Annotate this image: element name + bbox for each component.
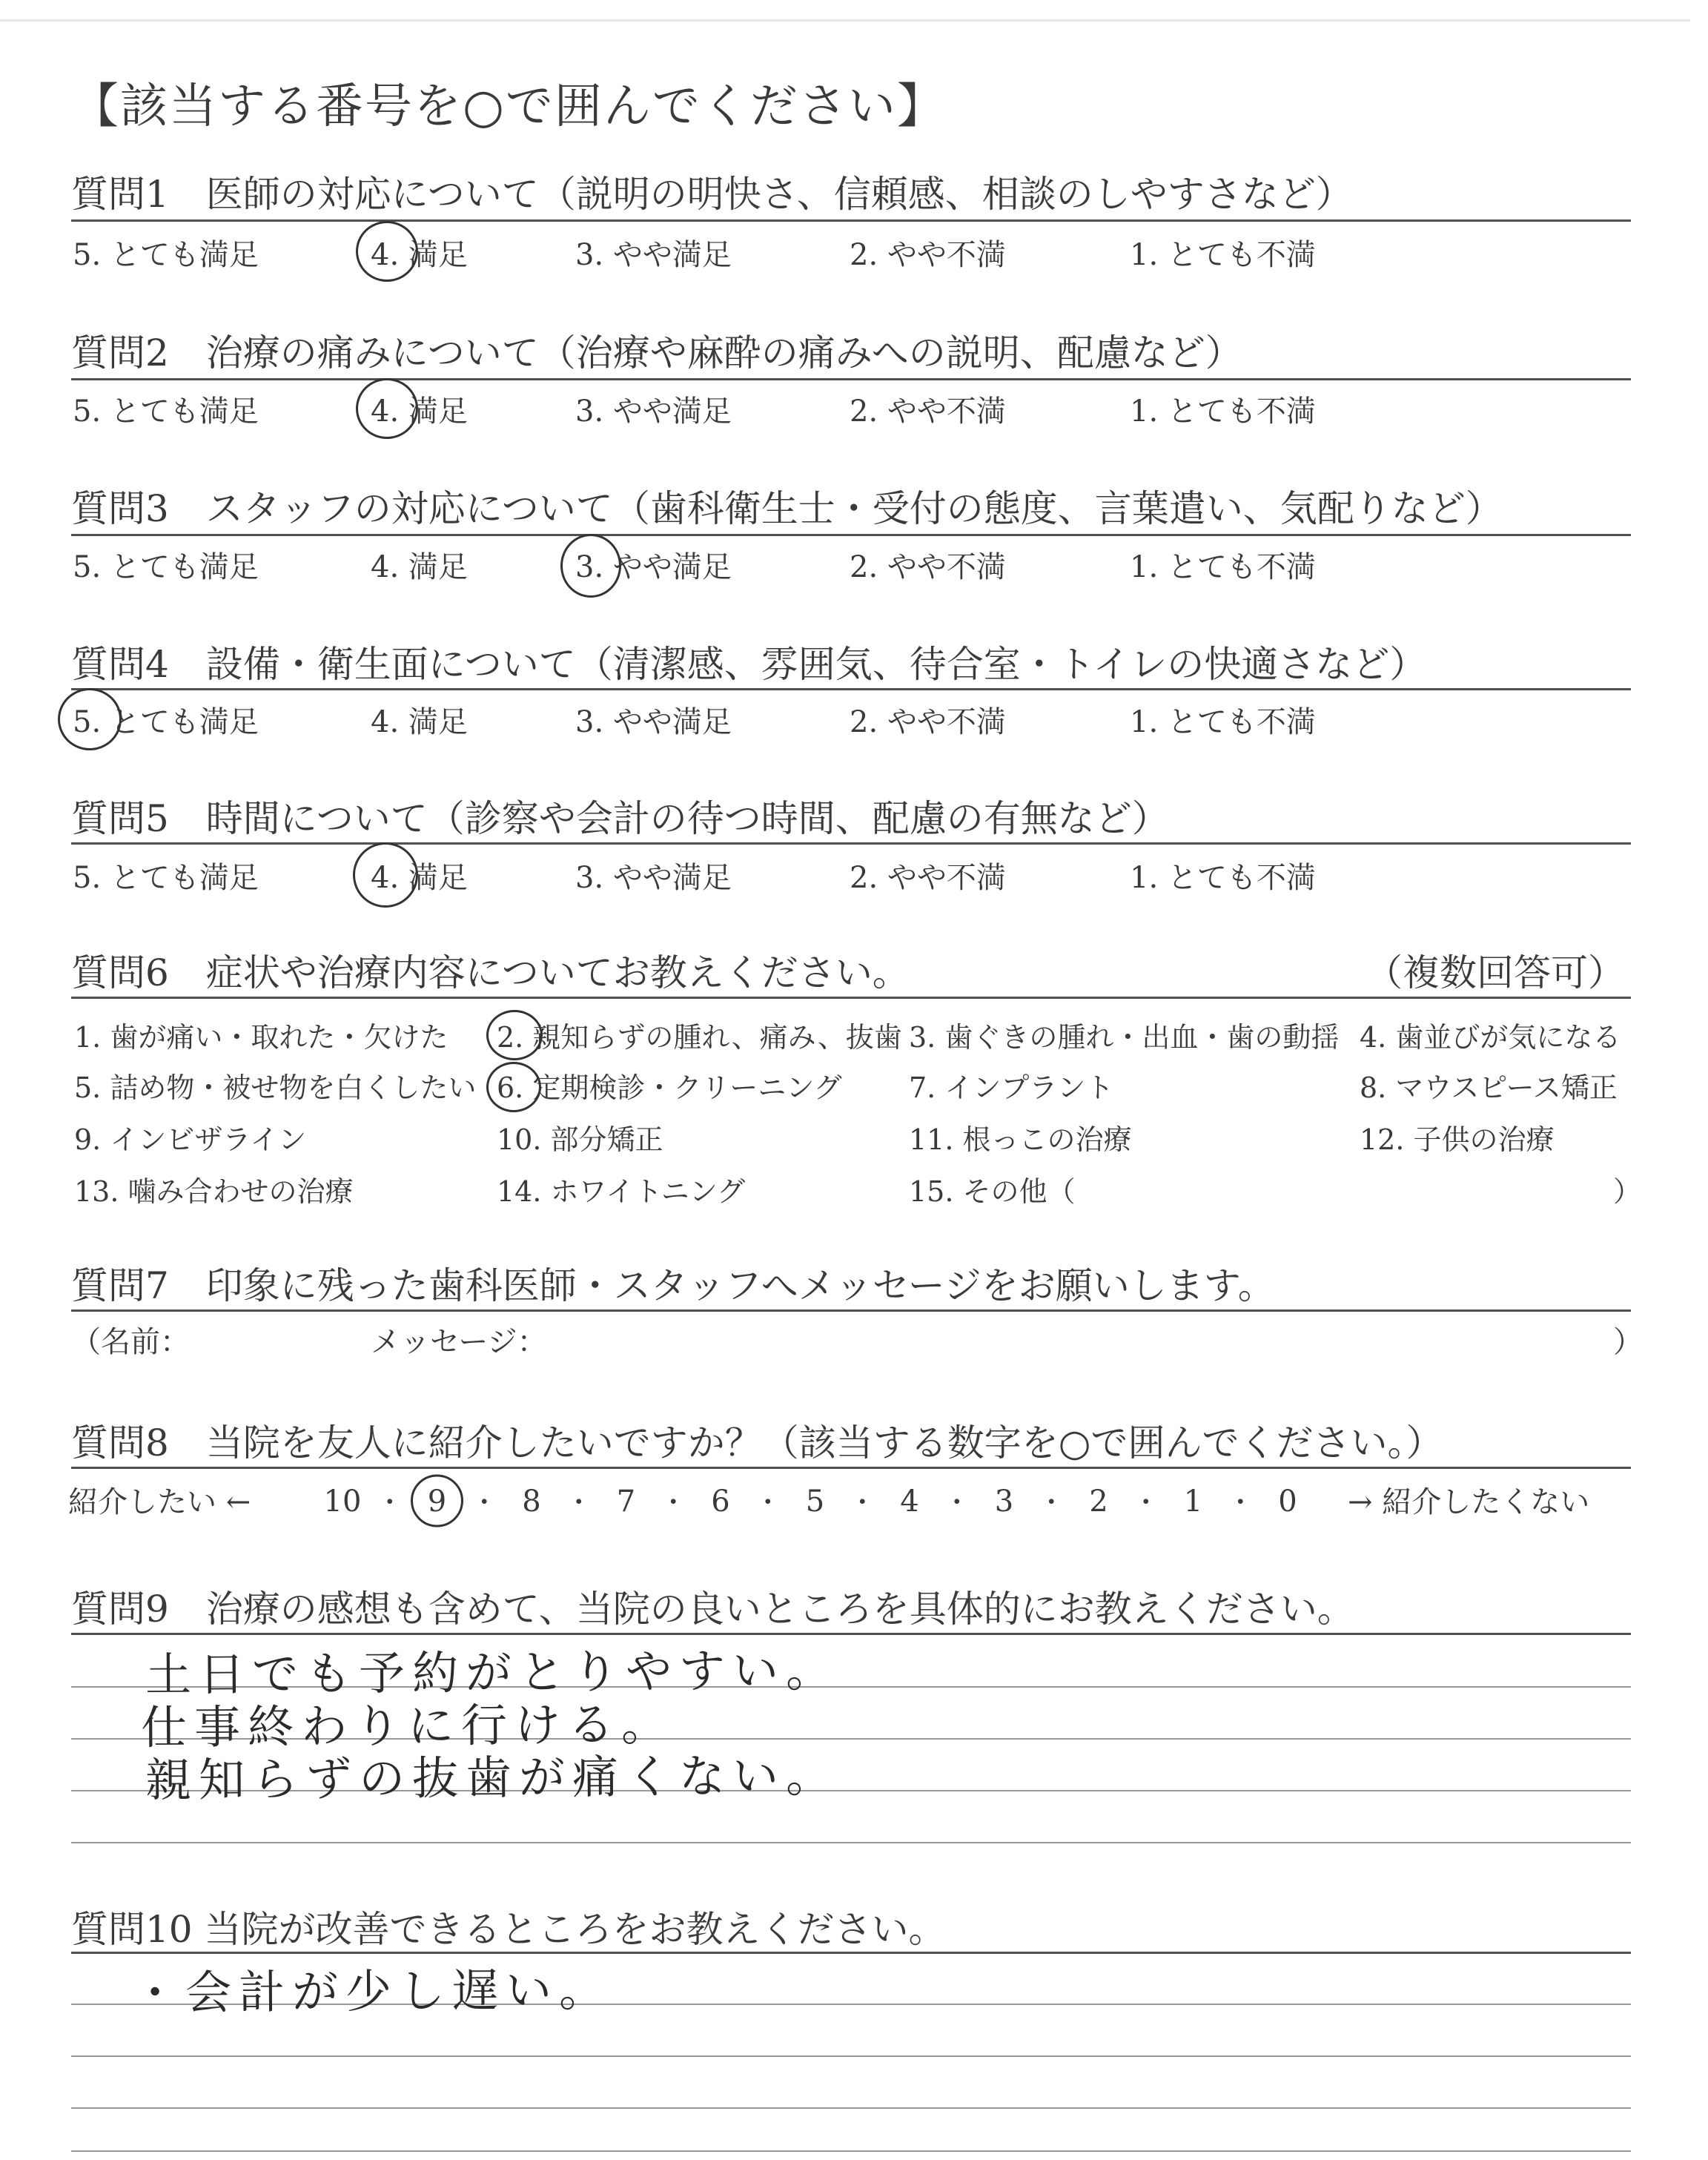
q7-close-paren: ）: [1613, 1325, 1643, 1359]
q8-scale-separator: ・: [1038, 1487, 1065, 1518]
q5-title: 質問5 時間について（診察や会計の待つ時間、配慮の有無など）: [71, 797, 1169, 840]
q6-title: 質問6 症状や治療内容についてお教えください。: [71, 951, 910, 994]
q1-option-4[interactable]: 4. 満足: [371, 238, 468, 272]
q8-title: 質問8 当院を友人に紹介したいですか？（該当する数字を○で囲んでください。）: [71, 1421, 1443, 1464]
q3-title: 質問3 スタッフの対応について（歯科衛生士・受付の態度、言葉遣い、気配りなど）: [71, 487, 1503, 530]
q8-scale-value-10[interactable]: 10: [323, 1484, 362, 1519]
q8-scale-value-5[interactable]: 5: [805, 1484, 825, 1519]
q8-scale-value-8[interactable]: 8: [522, 1484, 541, 1519]
q8-right-label: → 紹介したくない: [1348, 1485, 1590, 1519]
q6-option-9[interactable]: 9. インビザライン: [74, 1123, 307, 1156]
q4-option-3[interactable]: 3. やや満足: [575, 705, 732, 739]
q7-title: 質問7 印象に残った歯科医師・スタッフへメッセージをお願いします。: [71, 1264, 1275, 1307]
q8-scale-value-3[interactable]: 3: [994, 1484, 1014, 1519]
q8-scale-separator: ・: [376, 1487, 403, 1518]
q6-option-15[interactable]: 15. その他（: [909, 1175, 1076, 1208]
q8-scale-value-7[interactable]: 7: [616, 1484, 636, 1519]
q10-answer-1: ・会計が少し遅い。: [131, 1962, 613, 2021]
q8-scale-separator: ・: [1227, 1487, 1254, 1518]
q6-option-1[interactable]: 1. 歯が痛い・取れた・欠けた: [74, 1021, 448, 1054]
q6-option-4[interactable]: 4. 歯並びが気になる: [1360, 1021, 1621, 1054]
q1-option-2[interactable]: 2. やや不満: [850, 238, 1006, 272]
q4-option-1[interactable]: 1. とても不満: [1130, 705, 1316, 739]
q1-option-5[interactable]: 5. とても満足: [73, 238, 259, 272]
q2-option-2[interactable]: 2. やや不満: [850, 394, 1006, 429]
q6-option-14[interactable]: 14. ホワイトニング: [497, 1175, 746, 1208]
q9-answer-1: 土日でも予約がとりやすい。: [145, 1642, 840, 1702]
q8-scale-value-0[interactable]: 0: [1278, 1484, 1297, 1519]
q1-title: 質問1 医師の対応について（説明の明快さ、信頼感、相談のしやすさなど）: [71, 173, 1353, 216]
q9-answer-line-4: [71, 1842, 1631, 1843]
q8-scale-separator: ・: [943, 1487, 970, 1518]
page-title: 【該当する番号を○で囲んでください】: [71, 79, 946, 134]
q6-option-6[interactable]: 6. 定期検診・クリーニング: [497, 1071, 842, 1104]
q6-option-15-close: ）: [1613, 1175, 1642, 1208]
q8-scale-value-1[interactable]: 1: [1183, 1484, 1203, 1519]
q3-option-4[interactable]: 4. 満足: [371, 550, 468, 584]
q9-title: 質問9 治療の感想も含めて、当院の良いところを具体的にお教えください。: [71, 1588, 1354, 1631]
q10-answer-line-2: [71, 2055, 1631, 2057]
q3-option-2[interactable]: 2. やや不満: [850, 550, 1006, 584]
q8-scale-value-9[interactable]: 9: [427, 1484, 447, 1519]
q10-title: 質問10 当院が改善できるところをお教えください。: [71, 1908, 946, 1951]
q3-option-3[interactable]: 3. やや満足: [575, 550, 732, 584]
q9-answer-2: 仕事終わりに行ける。: [140, 1697, 675, 1755]
q10-rule: [71, 1952, 1631, 1954]
q6-option-2[interactable]: 2. 親知らずの腫れ、痛み、抜歯: [497, 1021, 902, 1054]
q10-answer-line-4: [71, 2150, 1631, 2152]
q3-option-1[interactable]: 1. とても不満: [1130, 550, 1316, 584]
q6-option-7[interactable]: 7. インプラント: [909, 1071, 1114, 1104]
q6-option-13[interactable]: 13. 噛み合わせの治療: [74, 1175, 354, 1208]
q6-option-12[interactable]: 12. 子供の治療: [1360, 1123, 1555, 1156]
q6-note: （複数回答可）: [1366, 951, 1625, 994]
q2-option-5[interactable]: 5. とても満足: [73, 394, 259, 429]
q5-option-2[interactable]: 2. やや不満: [850, 861, 1006, 895]
q2-option-4[interactable]: 4. 満足: [371, 394, 468, 429]
q8-scale-separator: ・: [1132, 1487, 1159, 1518]
q1-option-1[interactable]: 1. とても不満: [1130, 238, 1316, 272]
q6-option-3[interactable]: 3. 歯ぐきの腫れ・出血・歯の動揺: [909, 1021, 1340, 1054]
q8-scale-separator: ・: [471, 1487, 498, 1518]
q4-option-5[interactable]: 5. とても満足: [73, 705, 259, 739]
q7-name-label: （名前：: [71, 1325, 190, 1359]
q4-title: 質問4 設備・衛生面について（清潔感、雰囲気、待合室・トイレの快適さなど）: [71, 643, 1427, 686]
q9-rule: [71, 1633, 1631, 1635]
q1-option-3[interactable]: 3. やや満足: [575, 238, 732, 272]
q5-option-4[interactable]: 4. 満足: [371, 861, 468, 895]
q9-answer-3: 親知らずの抜歯が痛くない。: [145, 1748, 840, 1808]
q6-option-11[interactable]: 11. 根っこの治療: [909, 1123, 1132, 1156]
q5-option-5[interactable]: 5. とても満足: [73, 861, 259, 895]
q4-option-4[interactable]: 4. 満足: [371, 705, 468, 739]
q5-option-1[interactable]: 1. とても不満: [1130, 861, 1316, 895]
q8-scale-separator: ・: [565, 1487, 592, 1518]
q2-title: 質問2 治療の痛みについて（治療や麻酔の痛みへの説明、配慮など）: [71, 331, 1242, 374]
q4-option-2[interactable]: 2. やや不満: [850, 705, 1006, 739]
q8-scale-separator: ・: [849, 1487, 876, 1518]
q5-option-3[interactable]: 3. やや満足: [575, 861, 732, 895]
q8-left-label: 紹介したい ←: [68, 1485, 251, 1519]
q7-message-label: メッセージ：: [371, 1325, 547, 1359]
q8-scale-value-2[interactable]: 2: [1089, 1484, 1108, 1519]
q8-scale-separator: ・: [754, 1487, 781, 1518]
q10-answer-line-3: [71, 2107, 1631, 2109]
q2-option-1[interactable]: 1. とても不満: [1130, 394, 1316, 429]
q3-option-5[interactable]: 5. とても満足: [73, 550, 259, 584]
q8-scale-value-6[interactable]: 6: [711, 1484, 730, 1519]
q6-option-10[interactable]: 10. 部分矯正: [497, 1123, 663, 1156]
q8-scale-value-4[interactable]: 4: [900, 1484, 919, 1519]
q6-option-8[interactable]: 8. マウスピース矯正: [1360, 1071, 1618, 1104]
q6-option-5[interactable]: 5. 詰め物・被せ物を白くしたい: [74, 1071, 477, 1104]
q2-option-3[interactable]: 3. やや満足: [575, 394, 732, 429]
q8-scale-separator: ・: [660, 1487, 687, 1518]
